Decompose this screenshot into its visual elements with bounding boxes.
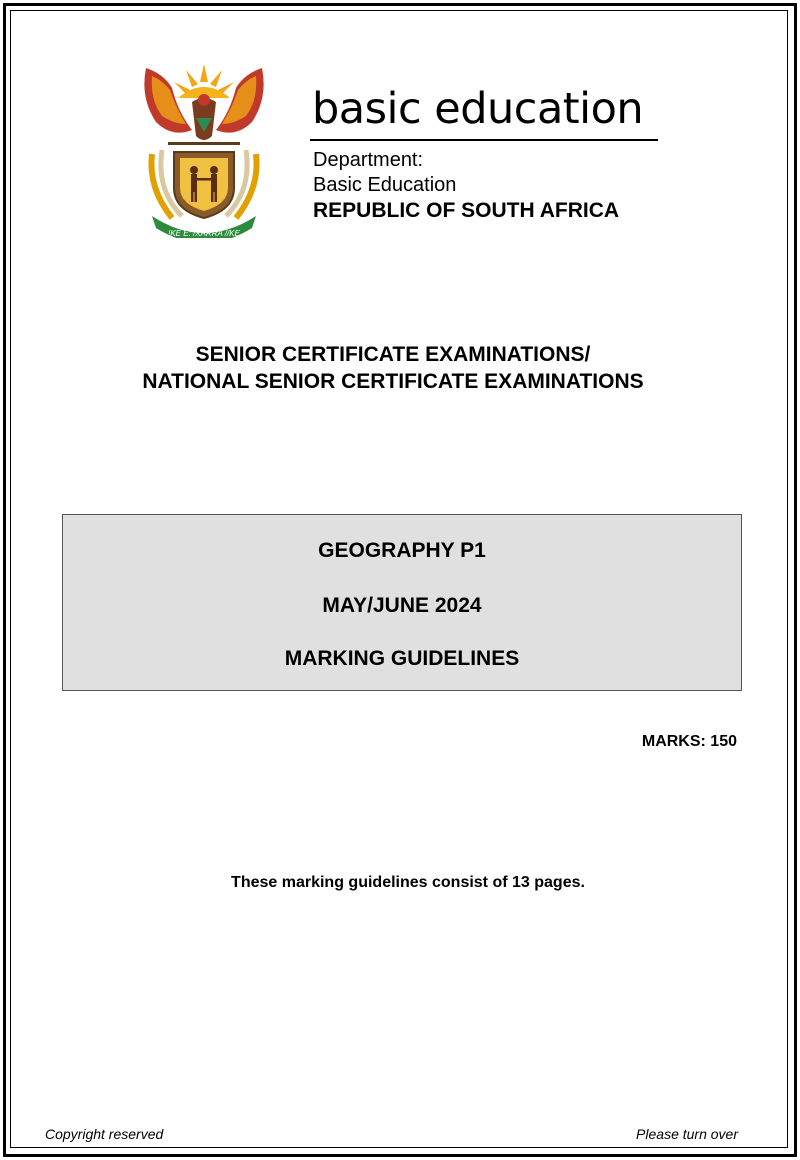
department-name: Basic Education (313, 174, 457, 196)
turn-over-footer: Please turn over (636, 1126, 738, 1142)
total-marks: MARKS: 150 (641, 733, 737, 750)
page-count-note: These marking guidelines consist of 13 pages. (231, 874, 585, 891)
exam-heading-national: NATIONAL SENIOR CERTIFICATE EXAMINATIONS (142, 370, 644, 393)
document-type: MARKING GUIDELINES (284, 647, 520, 670)
brand-title: basic education (312, 84, 644, 134)
exam-heading-senior: SENIOR CERTIFICATE EXAMINATIONS/ (195, 343, 591, 366)
title-box (62, 514, 742, 691)
copyright-footer: Copyright reserved (45, 1126, 164, 1142)
exam-session: MAY/JUNE 2024 (322, 594, 482, 617)
coat-of-arms-motto: !KE E: /XARRA //KE (168, 229, 240, 238)
brand-divider (310, 139, 658, 141)
country-name: REPUBLIC OF SOUTH AFRICA (313, 199, 620, 222)
subject-title: GEOGRAPHY P1 (318, 539, 486, 562)
coat-of-arms-icon (138, 58, 270, 238)
department-label: Department: (313, 149, 424, 171)
